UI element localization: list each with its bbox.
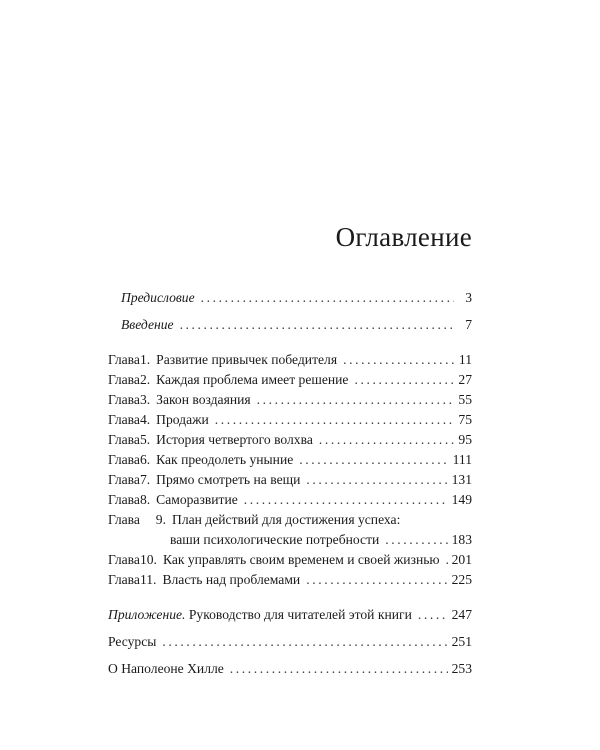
appendix-prefix: Приложение. xyxy=(108,607,186,622)
toc-entry-chapter-3[interactable] xyxy=(108,392,472,412)
toc-page-number: 183 xyxy=(451,532,472,547)
toc-page-number: 225 xyxy=(451,572,472,587)
toc-page-number: 11 xyxy=(458,352,472,367)
chapter-number: 1. xyxy=(139,352,151,367)
dot-leader xyxy=(385,532,447,548)
dot-leader xyxy=(180,317,454,333)
toc-entry-resources[interactable] xyxy=(108,634,472,654)
toc-entry-label: Ресурсы xyxy=(108,634,157,649)
toc-entry-chapter-6[interactable] xyxy=(108,452,472,472)
toc-entry-label: Введение xyxy=(121,317,174,332)
chapter-prefix: Глава xyxy=(108,432,140,447)
chapter-number: 11. xyxy=(139,572,157,587)
chapter-prefix: Глава xyxy=(108,472,140,487)
chapter-title-continuation: ваши психологические потребности xyxy=(170,532,380,547)
toc-entry-chapter-9-cont[interactable] xyxy=(170,532,472,552)
dot-leader xyxy=(257,392,454,408)
chapter-number: 4. xyxy=(139,412,151,427)
dot-leader xyxy=(306,572,447,588)
dot-leader xyxy=(343,352,454,368)
toc-entry-introduction[interactable] xyxy=(121,317,472,337)
toc-page-number: 253 xyxy=(451,661,472,676)
chapter-number: 5. xyxy=(139,432,151,447)
toc-entry-appendix[interactable] xyxy=(108,607,472,627)
chapter-prefix: Глава xyxy=(108,412,140,427)
chapter-number: 8. xyxy=(139,492,151,507)
chapter-title: Власть над проблемами xyxy=(162,572,301,587)
toc-page-number: 201 xyxy=(451,552,472,567)
dot-leader xyxy=(418,607,448,623)
chapter-title: План действий для достижения успеха: xyxy=(172,512,401,527)
toc-page-number: 75 xyxy=(458,412,472,427)
dot-leader xyxy=(354,372,454,388)
toc-entry-chapter-11[interactable] xyxy=(108,572,472,592)
dot-leader xyxy=(215,412,454,428)
toc-page-number: 149 xyxy=(451,492,472,507)
toc-entry-chapter-1[interactable] xyxy=(108,352,472,372)
chapter-prefix: Глава xyxy=(108,492,140,507)
dot-leader xyxy=(201,290,454,306)
chapter-title: История четвертого волхва xyxy=(156,432,313,447)
dot-leader xyxy=(162,634,447,650)
toc-entry-label: О Наполеоне Хилле xyxy=(108,661,224,676)
chapter-title: Каждая проблема имеет решение xyxy=(156,372,349,387)
appendix-label xyxy=(108,607,412,623)
toc-page-number: 27 xyxy=(458,372,472,387)
page-title: Оглавление xyxy=(335,222,472,252)
toc-entry-chapter-2[interactable] xyxy=(108,372,472,392)
chapter-title: Продажи xyxy=(156,412,209,427)
appendix-title: Руководство для читателей этой книги xyxy=(188,607,412,622)
chapter-number: 2. xyxy=(139,372,151,387)
toc-page-number: 131 xyxy=(451,472,472,487)
chapter-prefix: Глава xyxy=(108,392,140,407)
chapter-title: Саморазвитие xyxy=(156,492,238,507)
dot-leader xyxy=(299,452,448,468)
toc-page-number: 3 xyxy=(465,290,472,305)
toc-entry-chapter-9[interactable] xyxy=(108,512,472,532)
toc-entry-preface[interactable] xyxy=(121,290,472,310)
dot-leader xyxy=(446,552,448,568)
toc-entry-label: Предисловие xyxy=(121,290,195,305)
chapter-title: Как преодолеть уныние xyxy=(156,452,294,467)
dot-leader xyxy=(230,661,448,677)
chapter-number: 9. xyxy=(155,512,166,527)
chapter-prefix: Глава xyxy=(108,352,140,367)
chapter-number: 6. xyxy=(139,452,151,467)
toc-page-number: 111 xyxy=(452,452,472,467)
chapter-title: Закон воздаяния xyxy=(156,392,251,407)
chapter-number: 10. xyxy=(139,552,157,567)
dot-leader xyxy=(319,432,454,448)
toc-entry-about-author[interactable] xyxy=(108,661,472,681)
toc-page-number: 55 xyxy=(458,392,472,407)
toc-entry-chapter-7[interactable] xyxy=(108,472,472,492)
toc-entry-chapter-8[interactable] xyxy=(108,492,472,512)
chapter-title: Прямо смотреть на вещи xyxy=(156,472,301,487)
dot-leader xyxy=(306,472,447,488)
toc-page-number: 95 xyxy=(458,432,472,447)
dot-leader xyxy=(244,492,448,508)
toc-page-number: 251 xyxy=(451,634,472,649)
chapter-number: 3. xyxy=(139,392,151,407)
toc-entry-chapter-4[interactable] xyxy=(108,412,472,432)
chapter-prefix: Глава xyxy=(108,552,140,567)
chapter-prefix: Глава xyxy=(108,572,140,587)
toc-entry-chapter-5[interactable] xyxy=(108,432,472,452)
toc-page-number: 247 xyxy=(451,607,472,622)
chapter-prefix: Глава xyxy=(108,372,140,387)
toc-entry-chapter-10[interactable] xyxy=(108,552,472,572)
chapter-title: Развитие привычек победителя xyxy=(156,352,338,367)
chapter-prefix: Глава xyxy=(108,512,140,527)
chapter-number: 7. xyxy=(139,472,151,487)
chapter-prefix: Глава xyxy=(108,452,140,467)
toc-page-number: 7 xyxy=(465,317,472,332)
chapter-title: Как управлять своим временем и своей жизнью xyxy=(162,552,440,567)
